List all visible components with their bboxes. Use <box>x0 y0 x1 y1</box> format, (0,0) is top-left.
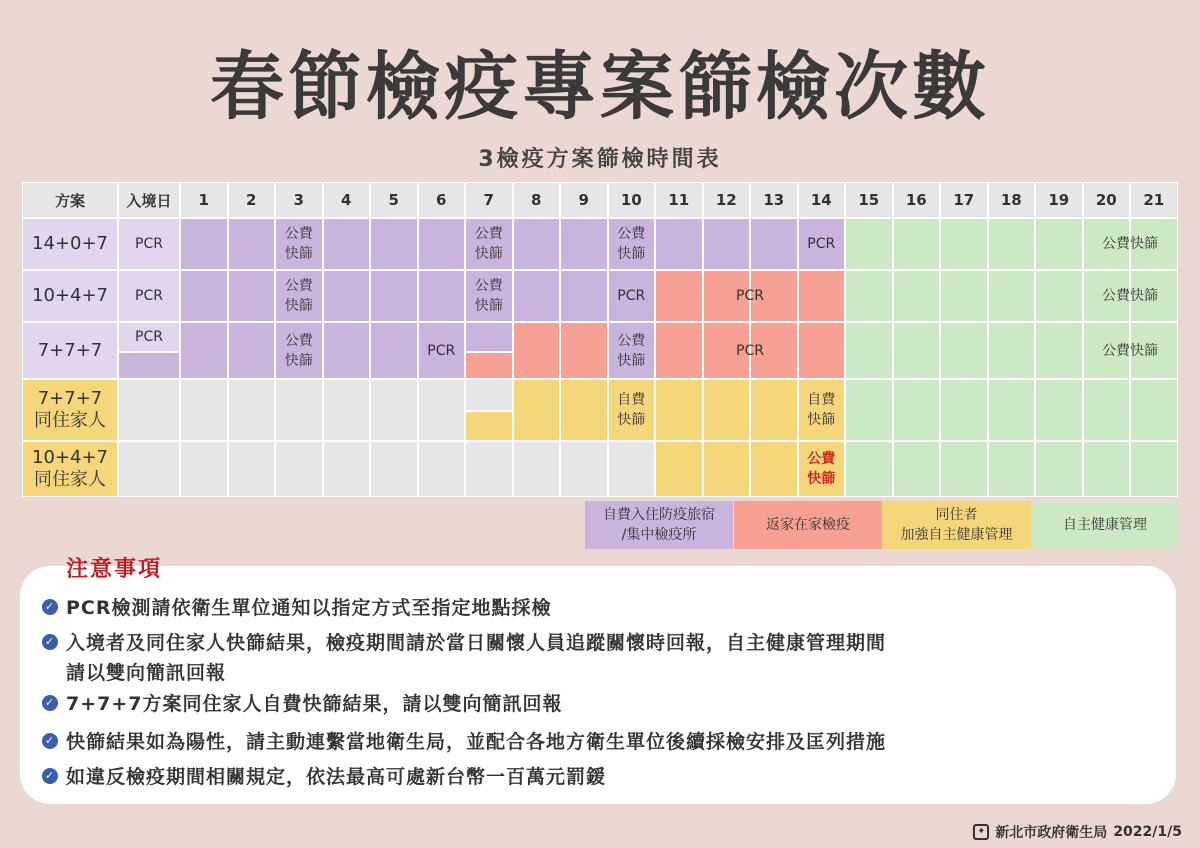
schedule-cell <box>655 218 703 270</box>
schedule-cell <box>323 270 371 322</box>
schedule-cell <box>655 322 703 379</box>
schedule-cell <box>750 379 798 441</box>
footer-org: 新北市政府衛生局 <box>995 825 1108 841</box>
schedule-cell <box>513 218 561 270</box>
schedule-cell <box>988 270 1036 322</box>
schedule-cell <box>1130 218 1178 270</box>
plan-name: 7+7+7 同住家人 <box>22 379 118 441</box>
schedule-cell <box>893 441 941 497</box>
check-circle-icon: ✓ <box>42 599 58 615</box>
schedule-cell <box>845 218 893 270</box>
cell-label: PCR <box>135 329 163 345</box>
header-cell: 入境日 <box>118 182 180 218</box>
schedule-cell <box>118 218 180 270</box>
schedule-cell <box>940 322 988 379</box>
schedule-cell <box>323 322 371 379</box>
schedule-cell <box>228 441 276 497</box>
schedule-cell <box>1035 441 1083 497</box>
schedule-cell <box>513 379 561 441</box>
schedule-cell <box>228 218 276 270</box>
schedule-cell <box>655 441 703 497</box>
header-cell: 14 <box>798 182 846 218</box>
cell-label: 公費 快篩 <box>617 332 646 369</box>
header-cell: 13 <box>750 182 798 218</box>
schedule-cell <box>228 322 276 379</box>
header-cell: 9 <box>560 182 608 218</box>
schedule-cell <box>465 218 513 270</box>
header-cell: 4 <box>323 182 371 218</box>
schedule-cell <box>845 379 893 441</box>
header-cell: 17 <box>940 182 988 218</box>
schedule-cell <box>750 322 798 379</box>
schedule-cell <box>513 270 561 322</box>
schedule-cell <box>845 270 893 322</box>
cell-label: PCR <box>736 342 764 359</box>
header-cell: 方案 <box>22 182 118 218</box>
schedule-cell <box>560 218 608 270</box>
schedule-cell <box>798 218 846 270</box>
check-circle-icon: ✓ <box>42 768 58 784</box>
note-item <box>44 727 1156 757</box>
schedule-cell <box>940 270 988 322</box>
header-cell: 1 <box>180 182 228 218</box>
schedule-cell <box>370 379 418 441</box>
note-text: 如違反檢疫期間相關規定，依法最高可處新台幣一百萬元罰鍰 <box>66 766 607 788</box>
schedule-cell <box>893 218 941 270</box>
schedule-cell <box>180 379 228 441</box>
schedule-cell <box>370 270 418 322</box>
cell-label: 自費 快篩 <box>617 392 646 428</box>
schedule-cell <box>560 322 608 379</box>
header-cell: 3 <box>275 182 323 218</box>
schedule-cell <box>798 379 846 441</box>
schedule-cell <box>560 441 608 497</box>
schedule-cell <box>465 322 513 352</box>
schedule-cell <box>988 379 1036 441</box>
legend-item: 自主健康管理 <box>1032 501 1178 549</box>
schedule-cell <box>323 379 371 441</box>
schedule-cell <box>893 322 941 379</box>
schedule-cell <box>703 379 751 441</box>
schedule-cell <box>560 379 608 441</box>
note-item <box>44 628 1156 688</box>
schedule-cell <box>988 322 1036 379</box>
schedule-cell <box>608 379 656 441</box>
plan-name: 7+7+7 <box>22 322 118 379</box>
schedule-cell <box>118 379 180 441</box>
schedule-cell <box>275 270 323 322</box>
schedule-cell <box>275 322 323 379</box>
cell-label: PCR <box>135 288 163 304</box>
schedule-cell <box>988 218 1036 270</box>
page-subtitle: 3檢疫方案篩檢時間表 <box>478 147 722 172</box>
cell-label: 公費快篩 <box>1102 342 1158 359</box>
schedule-cell <box>655 270 703 322</box>
header-cell: 8 <box>513 182 561 218</box>
schedule-cell <box>465 411 513 441</box>
cell-label: PCR <box>135 236 163 252</box>
schedule-cell <box>275 218 323 270</box>
schedule-cell <box>750 441 798 497</box>
schedule-cell <box>988 441 1036 497</box>
notes-title: 注意事項 <box>66 557 163 582</box>
header-cell: 6 <box>418 182 466 218</box>
schedule-cell <box>1035 322 1083 379</box>
schedule-cell <box>465 379 513 411</box>
schedule-cell <box>1130 441 1178 497</box>
schedule-cell <box>418 270 466 322</box>
check-circle-icon: ✓ <box>42 634 58 650</box>
schedule-cell <box>228 379 276 441</box>
schedule-cell <box>465 270 513 322</box>
note-text: 快篩結果如為陽性，請主動連繫當地衛生局，並配合各地方衛生單位後續採檢安排及匡列措施 <box>66 731 887 753</box>
schedule-cell <box>1035 270 1083 322</box>
schedule-cell <box>1083 322 1131 379</box>
note-item <box>44 762 1156 792</box>
schedule-cell <box>940 379 988 441</box>
schedule-cell <box>1035 218 1083 270</box>
legend-item: 自費入住防疫旅宿 /集中檢疫所 <box>585 501 733 549</box>
schedule-cell <box>418 379 466 441</box>
schedule-cell <box>703 218 751 270</box>
plan-name: 14+0+7 <box>22 218 118 270</box>
schedule-cell <box>465 352 513 379</box>
schedule-cell <box>560 270 608 322</box>
check-circle-icon: ✓ <box>42 733 58 749</box>
header-cell: 16 <box>893 182 941 218</box>
schedule-cell <box>703 270 751 322</box>
cell-label: 自費 快篩 <box>807 392 836 428</box>
schedule-cell <box>1035 379 1083 441</box>
schedule-cell <box>845 441 893 497</box>
schedule-cell <box>893 379 941 441</box>
cell-label: 公費快篩 <box>1102 236 1158 252</box>
schedule-cell <box>370 218 418 270</box>
schedule-cell <box>465 441 513 497</box>
schedule-table <box>22 182 1178 497</box>
schedule-cell <box>608 218 656 270</box>
schedule-cell <box>418 218 466 270</box>
cell-label: PCR <box>736 288 764 304</box>
schedule-cell <box>118 352 180 379</box>
cell-label: 公費 快篩 <box>284 332 313 369</box>
cell-label: 公費 快篩 <box>807 451 836 487</box>
schedule-cell <box>1130 379 1178 441</box>
schedule-cell <box>1083 218 1131 270</box>
schedule-cell <box>1083 270 1131 322</box>
schedule-cell <box>703 441 751 497</box>
schedule-cell <box>180 218 228 270</box>
schedule-cell <box>180 270 228 322</box>
cell-label: 公費 快篩 <box>474 226 503 262</box>
page-title: 春節檢疫專案篩檢次數 <box>210 44 990 130</box>
note-text: 7+7+7方案同住家人自費快篩結果，請以雙向簡訊回報 <box>66 693 563 715</box>
footer <box>973 822 1182 842</box>
schedule-cell <box>370 322 418 379</box>
schedule-cell <box>323 441 371 497</box>
cell-label: 公費 快篩 <box>474 278 503 314</box>
legend-item: 返家在家檢疫 <box>734 501 882 549</box>
cell-label: PCR <box>427 342 456 359</box>
schedule-cell <box>275 379 323 441</box>
schedule-cell <box>703 322 751 379</box>
cell-label: PCR <box>807 236 836 252</box>
check-circle-icon: ✓ <box>42 695 58 711</box>
header-cell: 15 <box>845 182 893 218</box>
header-cell: 10 <box>608 182 656 218</box>
schedule-cell <box>1130 322 1178 379</box>
plan-name: 10+4+7 <box>22 270 118 322</box>
schedule-cell <box>118 270 180 322</box>
schedule-cell <box>798 441 846 497</box>
header-cell: 20 <box>1083 182 1131 218</box>
schedule-cell <box>798 270 846 322</box>
header-cell: 18 <box>988 182 1036 218</box>
note-text: 入境者及同住家人快篩結果，檢疫期間請於當日關懷人員追蹤關懷時回報，自主健康管理期間 請以雙向簡訊回報 <box>66 632 887 684</box>
plan-name: 10+4+7 同住家人 <box>22 441 118 497</box>
cell-label: 公費 快篩 <box>617 226 646 262</box>
schedule-cell <box>1083 441 1131 497</box>
schedule-cell <box>893 270 941 322</box>
header-cell: 21 <box>1130 182 1178 218</box>
city-logo-icon: ✦ <box>973 824 989 840</box>
schedule-cell <box>1083 379 1131 441</box>
note-text: PCR檢測請依衛生單位通知以指定方式至指定地點採檢 <box>66 597 552 619</box>
header-cell: 12 <box>703 182 751 218</box>
schedule-cell <box>845 322 893 379</box>
header-cell: 11 <box>655 182 703 218</box>
schedule-cell <box>940 218 988 270</box>
schedule-cell <box>1130 270 1178 322</box>
schedule-cell <box>228 270 276 322</box>
schedule-cell <box>608 270 656 322</box>
schedule-cell <box>180 322 228 379</box>
cell-label: PCR <box>617 288 646 304</box>
header-cell: 19 <box>1035 182 1083 218</box>
note-item <box>44 593 1156 623</box>
schedule-cell <box>418 441 466 497</box>
schedule-cell <box>750 270 798 322</box>
schedule-cell <box>118 441 180 497</box>
schedule-cell <box>750 218 798 270</box>
schedule-cell <box>608 322 656 379</box>
cell-label: 公費 快篩 <box>284 278 313 314</box>
schedule-cell <box>513 322 561 379</box>
header-cell: 5 <box>370 182 418 218</box>
cell-label: 公費快篩 <box>1102 288 1158 304</box>
schedule-cell <box>418 322 466 379</box>
schedule-cell <box>323 218 371 270</box>
schedule-cell <box>275 441 323 497</box>
schedule-cell <box>798 322 846 379</box>
schedule-cell <box>180 441 228 497</box>
cell-label: 公費 快篩 <box>284 226 313 262</box>
schedule-cell <box>118 322 180 352</box>
schedule-cell <box>608 441 656 497</box>
header-cell: 2 <box>228 182 276 218</box>
schedule-cell <box>513 441 561 497</box>
schedule-cell <box>655 379 703 441</box>
footer-date: 2022/1/5 <box>1113 824 1182 840</box>
legend-item: 同住者 加強自主健康管理 <box>882 501 1031 549</box>
schedule-cell <box>940 441 988 497</box>
schedule-cell <box>370 441 418 497</box>
note-item <box>44 689 1156 719</box>
header-cell: 7 <box>465 182 513 218</box>
